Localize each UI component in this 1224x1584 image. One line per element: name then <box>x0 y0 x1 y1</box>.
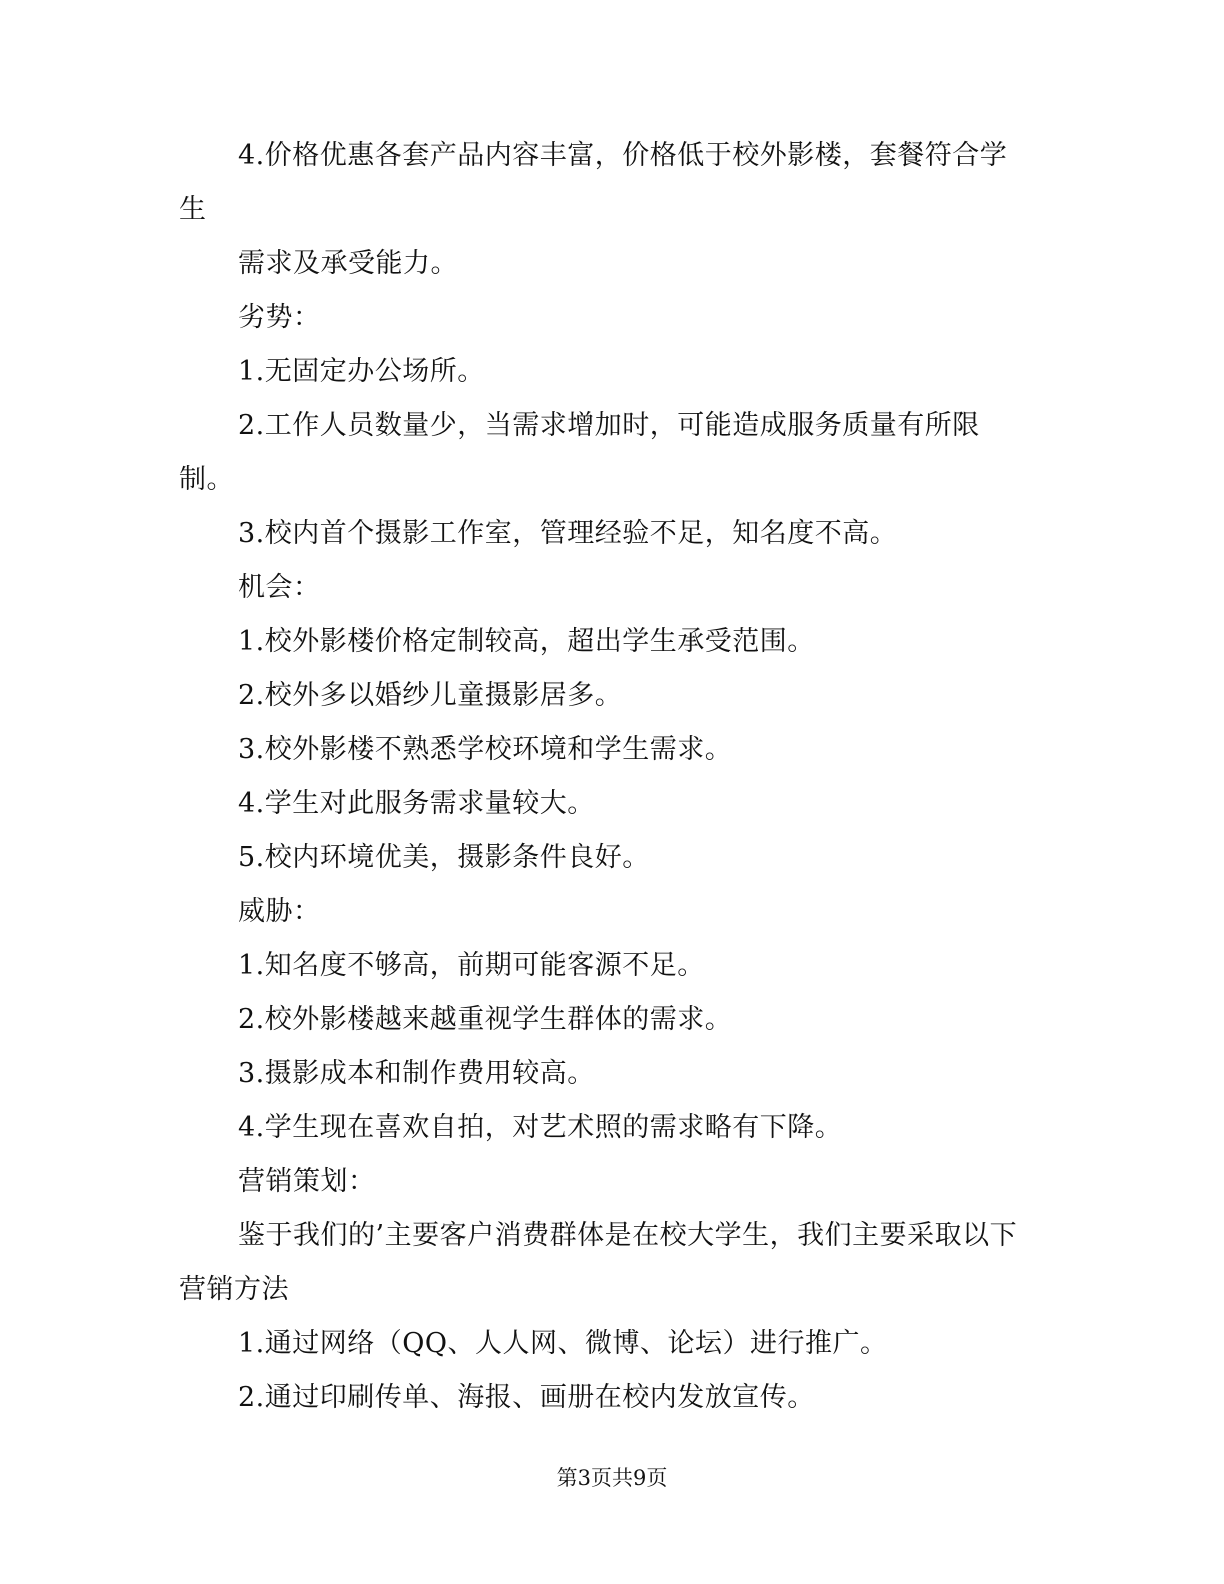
list-item: 5.校内环境优美，摄影条件良好。 <box>238 842 650 873</box>
list-item: 1.通过网络（QQ、人人网、微博、论坛）进行推广。 <box>238 1328 888 1359</box>
section-heading: 威胁： <box>238 896 321 927</box>
list-item: 3.摄影成本和制作费用较高。 <box>238 1058 595 1089</box>
text-line: 需求及承受能力。 <box>238 248 458 279</box>
list-item: 2.校外影楼越来越重视学生群体的需求。 <box>238 1004 733 1035</box>
section-heading: 机会： <box>238 572 321 603</box>
text-line: 营销方法 <box>179 1274 289 1305</box>
text-line: 鉴于我们的’主要客户消费群体是在校大学生，我们主要采取以下 <box>238 1220 1018 1251</box>
section-heading: 劣势： <box>238 302 321 333</box>
list-item: 3.校内首个摄影工作室，管理经验不足，知名度不高。 <box>238 518 898 549</box>
list-item: 4.学生现在喜欢自拍，对艺术照的需求略有下降。 <box>238 1112 843 1143</box>
list-item: 2.通过印刷传单、海报、画册在校内发放宣传。 <box>238 1382 815 1413</box>
list-item: 2.工作人员数量少，当需求增加时，可能造成服务质量有所限 <box>238 410 980 441</box>
text-line: 生 <box>179 194 207 225</box>
list-item: 4.学生对此服务需求量较大。 <box>238 788 595 819</box>
section-heading: 营销策划： <box>238 1166 376 1197</box>
list-item: 1.校外影楼价格定制较高，超出学生承受范围。 <box>238 626 815 657</box>
list-item: 1.无固定办公场所。 <box>238 356 485 387</box>
list-item: 2.校外多以婚纱儿童摄影居多。 <box>238 680 623 711</box>
page-number-footer: 第3页共9页 <box>556 1466 668 1490</box>
text-line: 4.价格优惠各套产品内容丰富，价格低于校外影楼，套餐符合学 <box>238 140 1008 171</box>
list-item: 3.校外影楼不熟悉学校环境和学生需求。 <box>238 734 733 765</box>
list-item: 1.知名度不够高，前期可能客源不足。 <box>238 950 705 981</box>
text-line: 制。 <box>179 464 234 495</box>
